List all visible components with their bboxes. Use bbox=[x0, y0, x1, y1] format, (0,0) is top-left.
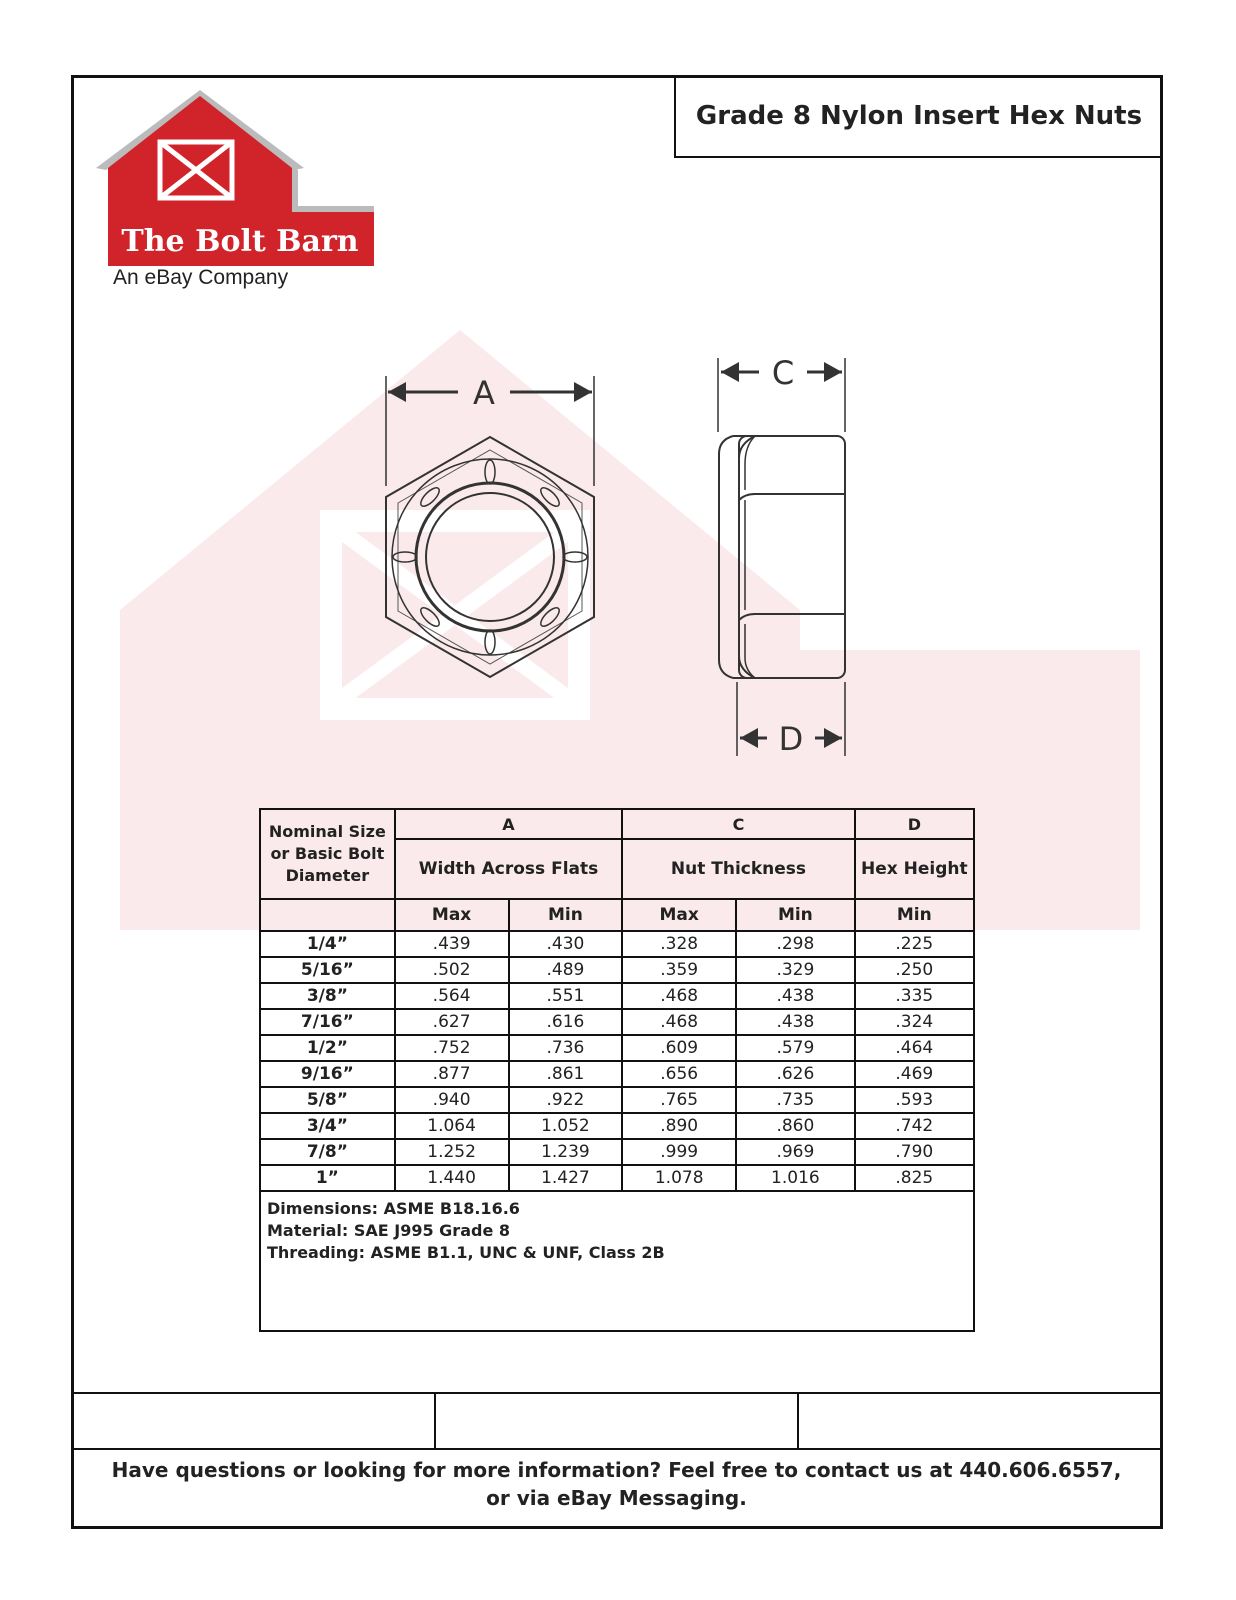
value-cell: .328 bbox=[622, 931, 736, 957]
table-row bbox=[260, 1165, 974, 1191]
value-cell: .736 bbox=[509, 1035, 623, 1061]
page-title: Grade 8 Nylon Insert Hex Nuts bbox=[695, 101, 1143, 131]
value-cell: .765 bbox=[622, 1087, 736, 1113]
dimension-a-label: A bbox=[473, 374, 495, 412]
value-cell: .335 bbox=[855, 983, 974, 1009]
value-cell: .626 bbox=[736, 1061, 855, 1087]
value-cell: .359 bbox=[622, 957, 736, 983]
value-cell: .489 bbox=[509, 957, 623, 983]
size-cell: 1/4” bbox=[260, 931, 395, 957]
table-row bbox=[260, 1139, 974, 1165]
value-cell: .999 bbox=[622, 1139, 736, 1165]
value-cell: .438 bbox=[736, 1009, 855, 1035]
value-cell: .860 bbox=[736, 1113, 855, 1139]
table-row bbox=[260, 1035, 974, 1061]
sub-header: Max bbox=[622, 899, 736, 931]
contact-message bbox=[72, 1456, 1161, 1512]
value-cell: .329 bbox=[736, 957, 855, 983]
size-cell: 9/16” bbox=[260, 1061, 395, 1087]
value-cell: .438 bbox=[736, 983, 855, 1009]
group-d-name: Hex Height bbox=[855, 839, 974, 899]
value-cell: .627 bbox=[395, 1009, 509, 1035]
value-cell: .609 bbox=[622, 1035, 736, 1061]
group-c-letter: C bbox=[622, 809, 854, 839]
contact-line-2: or via eBay Messaging. bbox=[486, 1486, 747, 1510]
hex-nut-side-view bbox=[715, 340, 855, 760]
value-cell: 1.440 bbox=[395, 1165, 509, 1191]
table-row bbox=[260, 1113, 974, 1139]
value-cell: .742 bbox=[855, 1113, 974, 1139]
value-cell: .940 bbox=[395, 1087, 509, 1113]
sub-header: Min bbox=[855, 899, 974, 931]
value-cell: .564 bbox=[395, 983, 509, 1009]
value-cell: 1.427 bbox=[509, 1165, 623, 1191]
group-a-name: Width Across Flats bbox=[395, 839, 623, 899]
value-cell: 1.252 bbox=[395, 1139, 509, 1165]
group-c-name: Nut Thickness bbox=[622, 839, 854, 899]
size-cell: 7/8” bbox=[260, 1139, 395, 1165]
spec-notes bbox=[260, 1191, 974, 1331]
dimension-c-label: C bbox=[771, 354, 795, 392]
table-row bbox=[260, 1061, 974, 1087]
note-dimensions: Dimensions: ASME B18.16.6 bbox=[267, 1199, 520, 1218]
value-cell: .468 bbox=[622, 983, 736, 1009]
value-cell: .225 bbox=[855, 931, 974, 957]
table-row bbox=[260, 983, 974, 1009]
size-cell: 1/2” bbox=[260, 1035, 395, 1061]
note-threading: Threading: ASME B1.1, UNC & UNF, Class 2B bbox=[267, 1243, 665, 1262]
value-cell: .735 bbox=[736, 1087, 855, 1113]
size-cell: 3/8” bbox=[260, 983, 395, 1009]
value-cell: .825 bbox=[855, 1165, 974, 1191]
value-cell: 1.078 bbox=[622, 1165, 736, 1191]
row-header-spacer bbox=[260, 899, 395, 931]
hex-nut-top-view bbox=[360, 340, 620, 680]
value-cell: .324 bbox=[855, 1009, 974, 1035]
table-row bbox=[260, 1009, 974, 1035]
value-cell: .579 bbox=[736, 1035, 855, 1061]
title-box bbox=[674, 76, 1162, 158]
value-cell: .502 bbox=[395, 957, 509, 983]
value-cell: 1.052 bbox=[509, 1113, 623, 1139]
size-cell: 5/8” bbox=[260, 1087, 395, 1113]
footer-cell bbox=[436, 1394, 800, 1448]
footer-grid bbox=[72, 1392, 1161, 1450]
value-cell: .922 bbox=[509, 1087, 623, 1113]
footer-cell bbox=[799, 1394, 1161, 1448]
value-cell: .861 bbox=[509, 1061, 623, 1087]
sub-header: Min bbox=[509, 899, 623, 931]
bolt-barn-logo bbox=[94, 88, 384, 268]
dimensions-table bbox=[259, 808, 975, 1332]
value-cell: 1.016 bbox=[736, 1165, 855, 1191]
logo-subtitle: An eBay Company bbox=[113, 266, 289, 289]
value-cell: .616 bbox=[509, 1009, 623, 1035]
value-cell: .469 bbox=[855, 1061, 974, 1087]
value-cell: .969 bbox=[736, 1139, 855, 1165]
row-header: Nominal Size or Basic Bolt Diameter bbox=[260, 809, 395, 899]
table-row bbox=[260, 957, 974, 983]
value-cell: .468 bbox=[622, 1009, 736, 1035]
value-cell: .430 bbox=[509, 931, 623, 957]
value-cell: .752 bbox=[395, 1035, 509, 1061]
table-row bbox=[260, 1087, 974, 1113]
table-row bbox=[260, 931, 974, 957]
size-cell: 7/16” bbox=[260, 1009, 395, 1035]
value-cell: .439 bbox=[395, 931, 509, 957]
dimension-d-label: D bbox=[778, 720, 804, 758]
value-cell: .551 bbox=[509, 983, 623, 1009]
value-cell: .593 bbox=[855, 1087, 974, 1113]
sub-header: Max bbox=[395, 899, 509, 931]
value-cell: .250 bbox=[855, 957, 974, 983]
sub-header: Min bbox=[736, 899, 855, 931]
size-cell: 5/16” bbox=[260, 957, 395, 983]
value-cell: .877 bbox=[395, 1061, 509, 1087]
logo-name: The Bolt Barn bbox=[121, 224, 359, 259]
footer-cell bbox=[72, 1394, 436, 1448]
size-cell: 1” bbox=[260, 1165, 395, 1191]
value-cell: 1.239 bbox=[509, 1139, 623, 1165]
size-cell: 3/4” bbox=[260, 1113, 395, 1139]
value-cell: .464 bbox=[855, 1035, 974, 1061]
value-cell: .656 bbox=[622, 1061, 736, 1087]
contact-line-1: Have questions or looking for more information? Feel free to contact us at 440.606.6557, bbox=[111, 1458, 1122, 1482]
value-cell: 1.064 bbox=[395, 1113, 509, 1139]
value-cell: .790 bbox=[855, 1139, 974, 1165]
note-material: Material: SAE J995 Grade 8 bbox=[267, 1221, 510, 1240]
group-d-letter: D bbox=[855, 809, 974, 839]
group-a-letter: A bbox=[395, 809, 623, 839]
value-cell: .298 bbox=[736, 931, 855, 957]
value-cell: .890 bbox=[622, 1113, 736, 1139]
